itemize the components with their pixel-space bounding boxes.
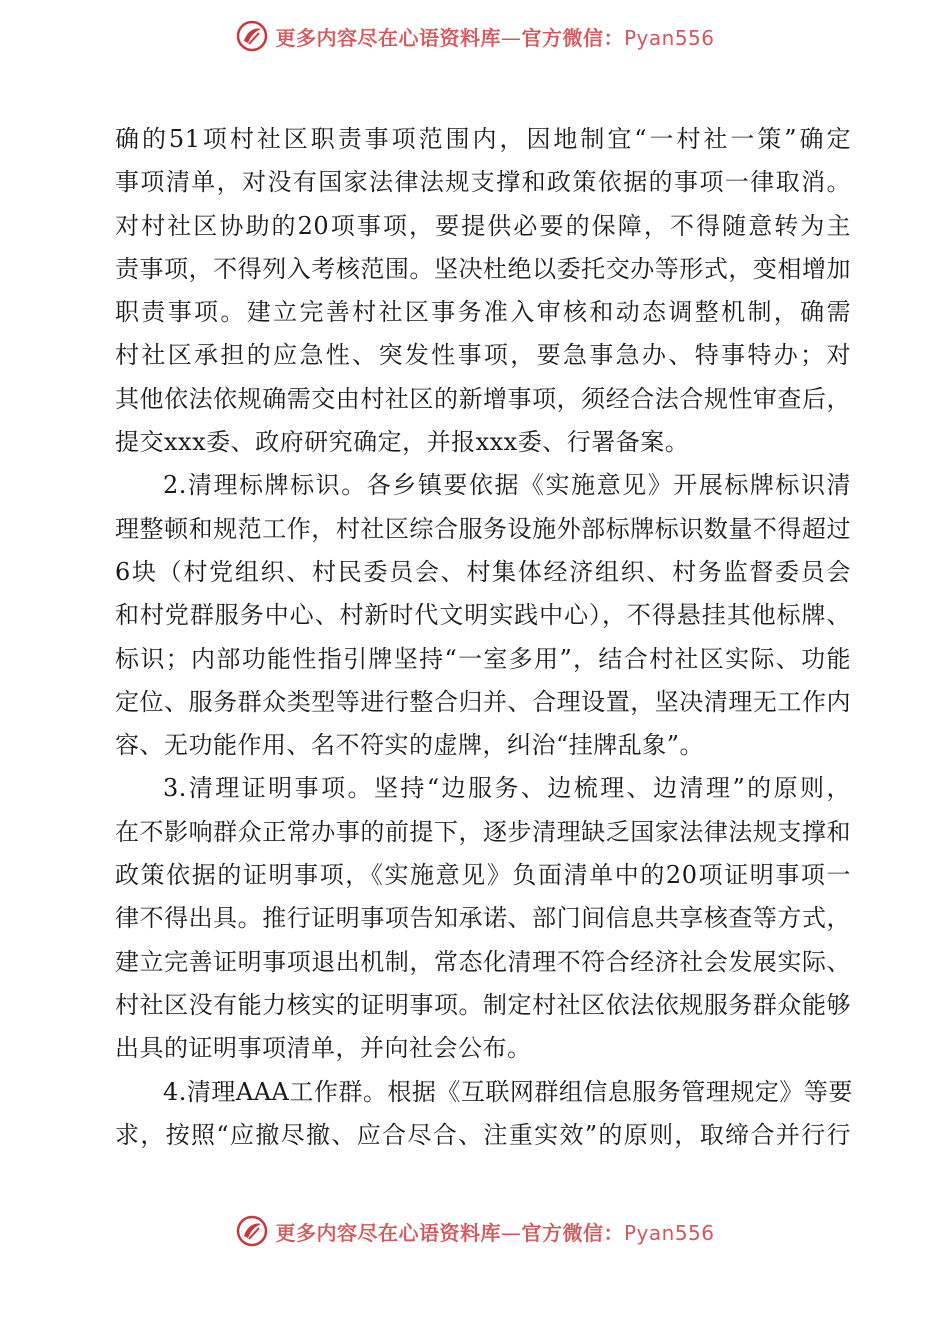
text-line: 在不影响群众正常办事的前提下，逐步清理缺乏国家法律法规支撑和 <box>115 817 851 846</box>
text-line: 容、无功能作用、名不符实的虚牌，纠治“挂牌乱象”。 <box>115 731 705 760</box>
logo-icon <box>235 19 269 53</box>
text-line: 求，按照“应撤尽撤、应合尽合、注重实效”的原则，取缔合并行行 <box>115 1120 851 1149</box>
paragraph-3 <box>115 767 851 1070</box>
text-line: 6块（村党组织、村民委员会、村集体经济组织、村务监督委员会 <box>115 557 851 586</box>
watermark-code: Pyan556 <box>623 25 715 50</box>
text-line: 理整顿和规范工作，村社区综合服务设施外部标牌标识数量不得超过 <box>115 514 851 543</box>
header-watermark <box>0 16 950 56</box>
text-line: 建立完善证明事项退出机制，常态化清理不符合经济社会发展实际、 <box>115 947 851 976</box>
watermark-text <box>275 22 714 51</box>
document-body <box>115 118 851 1157</box>
text-line: 提交xxx委、政府研究确定，并报xxx委、行署备案。 <box>115 428 690 457</box>
watermark-main: 更多内容尽在心语资料库 <box>275 25 501 50</box>
footer-watermark <box>0 1211 950 1251</box>
watermark-official: 官方微信： <box>521 1220 624 1245</box>
text-line: 其他依法依规确需交由村社区的新增事项，须经合法合规性审查后， <box>115 384 851 413</box>
text-line: 村社区没有能力核实的证明事项。制定村社区依法依规服务群众能够 <box>115 990 851 1019</box>
text-line: 责事项，不得列入考核范围。坚决杜绝以委托交办等形式，变相增加 <box>115 254 851 283</box>
text-line: 律不得出具。推行证明事项告知承诺、部门间信息共享核查等方式， <box>115 904 851 933</box>
watermark-dash: — <box>500 1220 522 1245</box>
logo-icon <box>235 1214 269 1248</box>
text-line: 和村党群服务中心、村新时代文明实践中心），不得悬挂其他标牌、 <box>115 601 851 630</box>
text-line: 4.清理AAA工作群。根据《互联网群组信息服务管理规定》等要 <box>163 1077 853 1106</box>
watermark-official: 官方微信： <box>521 25 624 50</box>
watermark-code: Pyan556 <box>623 1220 715 1245</box>
text-line: 确的51项村社区职责事项范围内，因地制宜“一村社一策”确定 <box>115 125 851 153</box>
paragraph-2 <box>115 464 851 767</box>
paragraph-4 <box>115 1071 851 1158</box>
watermark-main: 更多内容尽在心语资料库 <box>275 1220 501 1245</box>
text-line: 2.清理标牌标识。各乡镇要依据《实施意见》开展标牌标识清 <box>163 471 851 500</box>
text-line: 3.清理证明事项。坚持“边服务、边梳理、边清理”的原则， <box>163 774 851 803</box>
watermark-text <box>275 1217 714 1246</box>
text-line: 定位、服务群众类型等进行整合归并、合理设置，坚决清理无工作内 <box>115 687 851 716</box>
text-line: 职责事项。建立完善村社区事务准入审核和动态调整机制，确需 <box>115 298 851 327</box>
text-line: 出具的证明事项清单，并向社会公布。 <box>115 1034 532 1063</box>
watermark-dash: — <box>500 25 522 50</box>
text-line: 标识；内部功能性指引牌坚持“一室多用”，结合村社区实际、功能 <box>115 644 851 673</box>
paragraph-1 <box>115 118 851 464</box>
text-line: 对村社区协助的20项事项，要提供必要的保障，不得随意转为主 <box>115 211 851 240</box>
text-line: 事项清单，对没有国家法律法规支撑和政策依据的事项一律取消。 <box>115 168 851 197</box>
text-line: 政策依据的证明事项，《实施意见》负面清单中的20项证明事项一 <box>115 861 851 890</box>
text-line: 村社区承担的应急性、突发性事项，要急事急办、特事特办；对 <box>115 341 851 370</box>
